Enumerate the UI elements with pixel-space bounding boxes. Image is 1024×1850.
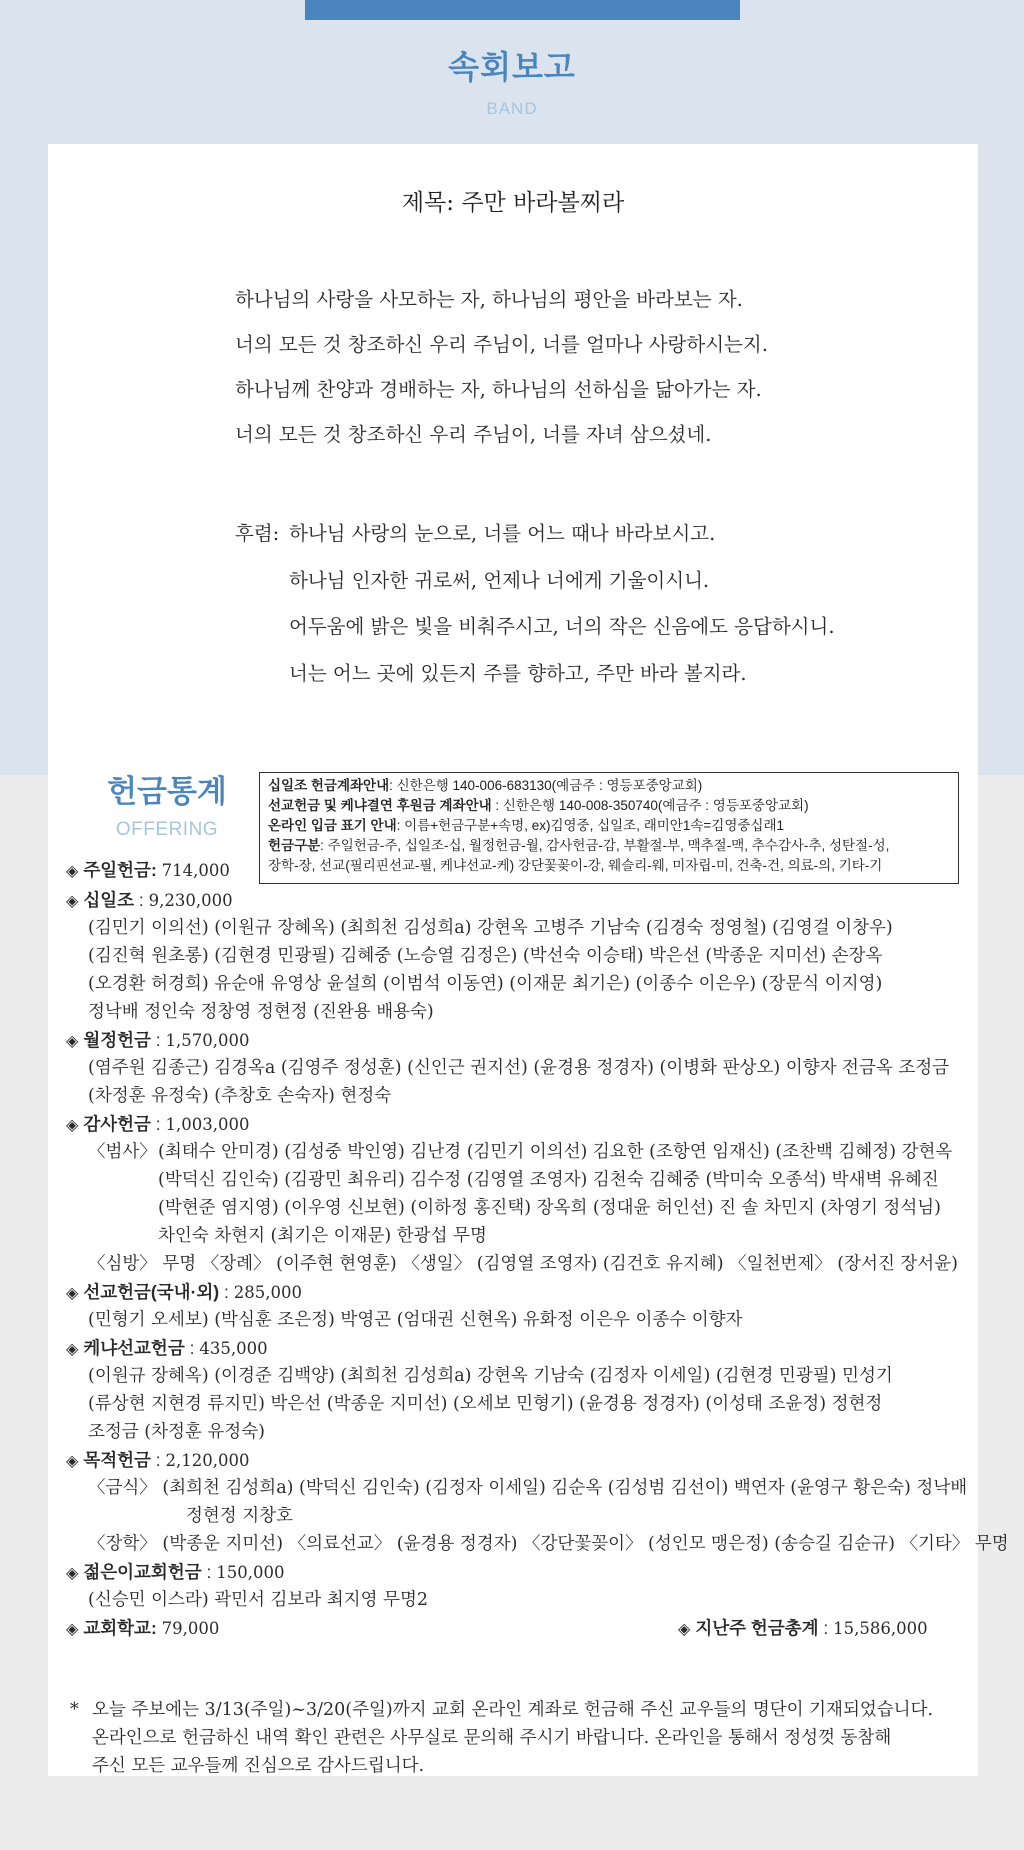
- diamond-bullet-icon: ◈: [66, 1341, 79, 1358]
- offering-title: 헌금통계: [107, 774, 227, 810]
- name-line: (오경환 허경희) 유순애 유영상 윤설희 (이범석 이동연) (이재문 최기은) (이종수 이은우) (장문식 이지영): [88, 974, 883, 994]
- song-verse: [235, 286, 768, 466]
- song-title: 제목: 주만 바라볼찌라: [401, 190, 625, 216]
- offering-subtitle: OFFERING: [115, 819, 219, 840]
- verse-line: 하나님의 사랑을 사모하는 자, 하나님의 평안을 바라보는 자.: [235, 288, 743, 311]
- verse-line: 너의 모든 것 창조하신 우리 주님이, 너를 얼마나 사랑하시는지.: [235, 333, 768, 356]
- kenya-section: ◈ 케냐선교헌금 : 435,000 (이원규 장혜옥) (이경준 김백양) (최희천 김성희a) 강현옥 기남숙 (김정자 이세일) (김현경 민광필) 민성기 (류상현 지현경 류지민) 박은선 (박종운 지미선) (오세보 민형기) (윤경용 정경자) (이성태 조윤정) 정현정 조정금 (차정훈 유정숙): [66, 1334, 966, 1446]
- verse-line: 하나님께 찬양과 경배하는 자, 하나님의 선하심을 닮아가는 자.: [235, 378, 762, 401]
- diamond-bullet-icon: ◈: [678, 1621, 691, 1638]
- name-line: 〈심방〉 무명 〈장례〉 (이주현 현영훈) 〈생일〉 (김영열 조영자) (김건호 유지혜) 〈일천번제〉 (장서진 장서윤): [88, 1254, 958, 1274]
- account-info-box: [259, 772, 959, 884]
- name-line: (박현준 염지영) (이우영 신보현) (이하정 홍진택) 장옥희 (정대윤 허인선) 진 솔 차민지 (차영기 정석님): [158, 1198, 941, 1218]
- info-row: 십일조 헌금계좌안내: 신한은행 140-006-683130(예금주 : 영등포중앙교회): [268, 778, 703, 793]
- name-line: (박덕신 김인숙) (김광민 최유리) 김수정 (김영열 조영자) 김천숙 김혜중 (박미숙 오종석) 박새벽 유혜진: [158, 1170, 939, 1190]
- diamond-bullet-icon: ◈: [66, 1033, 79, 1050]
- top-accent-bar: [305, 0, 740, 20]
- monthly-section: ◈ 월정헌금 : 1,570,000 (염주원 김종근) 김경옥a (김영주 정성훈) (신인근 권지선) (윤경용 정경자) (이병화 판상오) 이향자 전금옥 조정금 (차정훈 유정숙) (추창호 손숙자) 현정숙: [66, 1026, 966, 1110]
- section-subtitle: BAND: [486, 99, 538, 118]
- diamond-bullet-icon: ◈: [66, 1565, 79, 1582]
- name-line: (이원규 장혜옥) (이경준 김백양) (최희천 김성희a) 강현옥 기남숙 (김정자 이세일) (김현경 민광필) 민성기: [88, 1366, 893, 1386]
- verse-line: 너의 모든 것 창조하신 우리 주님이, 너를 자녀 삼으셨네.: [235, 423, 712, 446]
- chorus-line: 너는 어느 곳에 있든지 주를 향하고, 주만 바라 볼지라.: [289, 661, 747, 685]
- diamond-bullet-icon: ◈: [66, 1285, 79, 1302]
- name-line: 조정금 (차정훈 유정숙): [88, 1422, 265, 1442]
- info-row: 온라인 입금 표기 안내: 이름+헌금구분+속명, ex)김영중, 십일조, 래미안1속=김영중십래1: [268, 818, 784, 833]
- info-row: 선교헌금 및 케냐결연 후원금 계좌안내 : 신한은행 140-008-350740(예금주 : 영등포중앙교회): [268, 798, 809, 813]
- name-line: (김민기 이의선) (이원규 장혜옥) (최희천 김성희a) 강현옥 고병주 기남숙 (김경숙 정영철) (김영걸 이창우): [88, 918, 893, 938]
- youth-section: ◈ 젊은이교회헌금 : 150,000 (신승민 이스라) 곽민서 김보라 최지영 무명2: [66, 1558, 966, 1614]
- song-chorus: [235, 520, 835, 706]
- diamond-bullet-icon: ◈: [66, 1621, 79, 1638]
- diamond-bullet-icon: ◈: [66, 863, 79, 880]
- name-line: (류상현 지현경 류지민) 박은선 (박종운 지미선) (오세보 민형기) (윤경용 정경자) (이성태 조윤정) 정현정: [88, 1394, 883, 1414]
- chorus-line: 하나님 사랑의 눈으로, 너를 어느 때나 바라보시고.: [289, 522, 716, 545]
- name-line: (차정훈 유정숙) (추창호 손숙자) 현정숙: [88, 1086, 392, 1106]
- mission-section: ◈ 선교헌금(국내·외) : 285,000 (민형기 오세보) (박심훈 조은정) 박영곤 (엄대권 신현옥) 유화정 이은우 이종수 이향자: [66, 1278, 966, 1334]
- chorus-line: 하나님 인자한 귀로써, 언제나 너에게 기울이시니.: [289, 568, 710, 592]
- purpose-section: ◈ 목적헌금 : 2,120,000 〈금식〉 (최희천 김성희a) (박덕신 김인숙) (김정자 이세일) 김순옥 (김성범 김선이) 백연자 (윤영구 황은숙) 정낙배 정현정 지창호 〈장학〉 (박종운 지미선) 〈의료선교〉 (윤경용 정경자) 〈강단꽃꽂이〉 (성인모 맹은정) (송승길 김순규) 〈기타〉 무명: [66, 1446, 966, 1558]
- info-row: 장학-장, 선교(필리핀선교-필, 케냐선교-케) 강단꽃꽂이-강, 웨슬리-웨, 미자립-미, 건축-건, 의료-의, 기타-기: [268, 858, 883, 873]
- name-line: (민형기 오세보) (박심훈 조은정) 박영곤 (엄대권 신현옥) 유화정 이은우 이종수 이향자: [88, 1310, 743, 1330]
- diamond-bullet-icon: ◈: [66, 1117, 79, 1134]
- thanks-section: ◈ 감사헌금 : 1,003,000 〈범사〉 (최태수 안미경) (김성중 박인영) 김난경 (김민기 이의선) 김요한 (조항연 임재신) (조찬백 김혜정) 강현옥 (박덕신 김인숙) (김광민 최유리) 김수정 (김영열 조영자) 김천숙 김혜중 (박미숙 오종석) 박새벽 유혜진 (박현준 염지영) (이우영 신보현) (이하정 홍진택) 장옥희 (정대윤 허인선) 진 솔 차민지 (차영기 정석님) 차인숙 차현지 (최기은 이재문) 한광섭 무명 〈심방〉 무명 〈장례〉 (이주현 현영훈) 〈생일〉 (김영열 조영자) (김건호 유지혜) 〈일천번제〉 (장서진 장서윤): [66, 1110, 966, 1278]
- section-title: 속회보고: [448, 48, 576, 86]
- school-offering: ◈ 교회학교: 79,000: [66, 1618, 220, 1638]
- name-line: (신승민 이스라) 곽민서 김보라 최지영 무명2: [88, 1590, 428, 1610]
- online-notice: * 오늘 주보에는 3/13(주일)~3/20(주일)까지 교회 온라인 계좌로 헌금해 주신 교우들의 명단이 기재되었습니다. 온라인으로 헌금하신 내역 확인 관련은 사무실로 문의해 주시기 바랍니다. 온라인을 통해서 정성껏 동참해 주신 모든 교우들께 진심으로 감사드립니다.: [70, 1696, 960, 1780]
- chorus-label: 후렴:: [235, 522, 280, 545]
- asterisk-icon: *: [70, 1700, 79, 1720]
- tithe-section: ◈ 십일조 : 9,230,000 (김민기 이의선) (이원규 장혜옥) (최희천 김성희a) 강현옥 고병주 기남숙 (김경숙 정영철) (김영걸 이창우) (김진혁 원초롱) (김현경 민광필) 김혜중 (노승열 김정은) (박선숙 이승태) 박은선 (박종운 지미선) 손장옥 (오경환 허경희) 유순애 유영상 윤설희 (이범석 이동연) (이재문 최기은) (이종수 이은우) (장문식 이지영) 정낙배 정인숙 정창영 정현정 (진완용 배용숙): [66, 886, 966, 1026]
- total-offering: ◈ 지난주 헌금총계 : 15,586,000: [678, 1618, 928, 1638]
- diamond-bullet-icon: ◈: [66, 893, 79, 910]
- content-card: [48, 144, 1009, 1776]
- name-line: (김진혁 원초롱) (김현경 민광필) 김혜중 (노승열 김정은) (박선숙 이승태) 박은선 (박종운 지미선) 손장옥: [88, 946, 883, 966]
- sunday-offering: ◈ 주일헌금: 714,000: [66, 860, 230, 880]
- name-line: (최태수 안미경) (김성중 박인영) 김난경 (김민기 이의선) 김요한 (조항연 임재신) (조찬백 김혜정) 강현옥: [158, 1142, 953, 1162]
- name-line: 〈장학〉 (박종운 지미선) 〈의료선교〉 (윤경용 정경자) 〈강단꽃꽂이〉 (성인모 맹은정) (송승길 김순규) 〈기타〉 무명: [88, 1534, 1009, 1554]
- diamond-bullet-icon: ◈: [66, 1453, 79, 1470]
- category-label: 〈범사〉: [88, 1142, 157, 1162]
- chorus-line: 어두움에 밝은 빛을 비춰주시고, 너의 작은 신음에도 응답하시니.: [289, 615, 835, 638]
- name-line: 차인숙 차현지 (최기은 이재문) 한광섭 무명: [158, 1226, 487, 1246]
- name-line: 〈금식〉 (최희천 김성희a) (박덕신 김인숙) (김정자 이세일) 김순옥 (김성범 김선이) 백연자 (윤영구 황은숙) 정낙배: [88, 1478, 968, 1498]
- name-line: 정낙배 정인숙 정창영 정현정 (진완용 배용숙): [88, 1002, 434, 1022]
- name-line: 정현정 지창호: [186, 1506, 293, 1526]
- info-row: 헌금구분: 주일헌금-주, 십일조-십, 월정헌금-월, 감사헌금-감, 부활절-부, 맥추절-맥, 추수감사-추, 성탄절-성,: [268, 838, 890, 853]
- name-line: (염주원 김종근) 김경옥a (김영주 정성훈) (신인근 권지선) (윤경용 정경자) (이병화 판상오) 이향자 전금옥 조정금: [88, 1058, 950, 1078]
